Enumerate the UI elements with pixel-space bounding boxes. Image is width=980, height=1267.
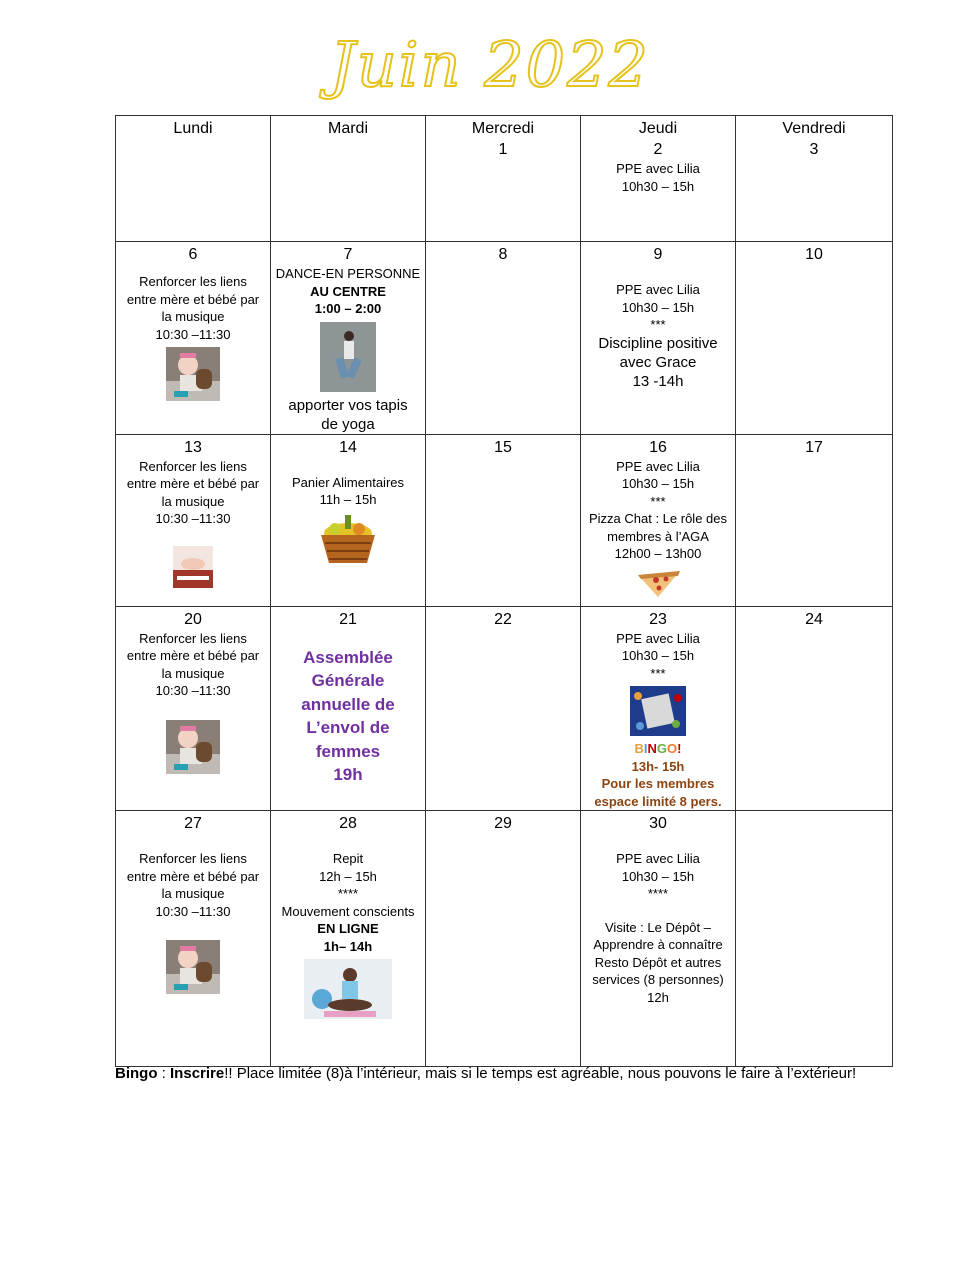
event-text: espace limité 8 pers.	[594, 793, 722, 809]
bingo-letter: !	[677, 741, 682, 756]
event-time: 10:30 –11:30	[155, 683, 231, 698]
day-number: 14	[339, 438, 357, 456]
food-basket-icon	[315, 513, 381, 565]
event-text: Renforcer les liens	[139, 458, 247, 474]
bingo-letter: B	[634, 741, 644, 756]
event-time: 12h – 15h	[319, 868, 377, 884]
event-title: Générale	[311, 671, 385, 690]
cell-day-23	[581, 606, 736, 811]
header-row	[116, 116, 893, 242]
event-time: 1:00 – 2:00	[314, 301, 382, 316]
event-text: la musique	[161, 309, 225, 324]
day-number: 9	[653, 246, 663, 263]
day-number: 13	[184, 438, 202, 456]
event-title: L’envol de	[306, 718, 390, 737]
event-text: Discipline positive	[598, 334, 718, 352]
baby-guitar-photo	[166, 347, 220, 401]
calendar-grid	[115, 115, 893, 1067]
event-text: PPE avec Lilia	[616, 458, 700, 474]
piano-photo	[173, 546, 213, 588]
day-number: 16	[649, 438, 667, 456]
dancer-photo	[320, 322, 376, 392]
cell-day-2	[581, 116, 736, 242]
event-location: EN LIGNE	[317, 921, 379, 936]
cell-empty	[736, 811, 893, 1067]
separator: ***	[650, 493, 666, 509]
event-text: la musique	[161, 665, 225, 681]
day-number: 30	[649, 815, 667, 832]
event-time: 1h– 14h	[323, 938, 373, 954]
cell-day-10	[736, 242, 893, 435]
event-time: 10h30 – 15h	[621, 178, 695, 194]
pizza-icon	[634, 567, 682, 599]
event-text: Renforcer les liens	[139, 274, 247, 289]
event-title: annuelle de	[301, 694, 395, 714]
baby-guitar-photo	[166, 940, 220, 994]
event-time: 12h00 – 13h00	[614, 546, 702, 561]
cell-day-3	[736, 116, 893, 242]
footnote	[115, 1064, 875, 1084]
cell-day-27	[116, 811, 271, 1067]
event-text: avec Grace	[619, 353, 697, 371]
separator: ****	[337, 886, 359, 901]
event-time: 13h- 15h	[631, 758, 685, 774]
event-time: 10:30 –11:30	[155, 511, 231, 526]
event-text: Mouvement conscients	[281, 903, 415, 919]
day-number: 17	[805, 438, 823, 456]
event-text: entre mère et bébé par	[126, 648, 260, 663]
event-title: Assemblée	[303, 647, 393, 667]
day-number: 10	[805, 246, 823, 263]
cell-day-15	[426, 434, 581, 606]
event-time: 19h	[333, 765, 363, 784]
cell-header-mardi	[271, 116, 426, 242]
event-text: membres à l’AGA	[607, 528, 709, 544]
cell-day-17	[736, 434, 893, 606]
event-text: entre mère et bébé par	[126, 291, 260, 307]
cell-day-8	[426, 242, 581, 435]
event-text: Panier Alimentaires	[292, 474, 404, 490]
bingo-word	[585, 740, 731, 758]
day-number: 7	[343, 246, 353, 263]
event-time: 10h30 – 15h	[621, 476, 695, 491]
week-row	[116, 242, 893, 435]
event-text: entre mère et bébé par	[126, 868, 260, 884]
cell-day-14	[271, 434, 426, 606]
day-number: 20	[184, 610, 202, 628]
header-lundi: Lundi	[173, 120, 213, 137]
week-row	[116, 811, 893, 1067]
footnote-inscrire: Inscrire	[170, 1065, 225, 1082]
separator: ****	[647, 886, 669, 901]
event-text: Apprendre à connaître	[593, 937, 723, 952]
cell-day-16	[581, 434, 736, 606]
event-text: entre mère et bébé par	[126, 476, 260, 491]
event-time: 11h – 15h	[319, 492, 377, 507]
cell-day-6	[116, 242, 271, 435]
bingo-letter: G	[656, 741, 668, 756]
cell-day-24	[736, 606, 893, 811]
day-number: 22	[494, 610, 512, 628]
event-location: AU CENTRE	[310, 283, 386, 299]
cell-day-13	[116, 434, 271, 606]
cell-day-9	[581, 242, 736, 435]
event-text: PPE avec Lilia	[616, 161, 700, 176]
cell-day-29	[426, 811, 581, 1067]
cell-day-21	[271, 606, 426, 811]
event-time: 10:30 –11:30	[155, 903, 231, 919]
event-time: 12h	[647, 989, 669, 1005]
cell-day-7	[271, 242, 426, 435]
event-text: Repit	[332, 851, 364, 866]
cell-header-lundi	[116, 116, 271, 242]
separator: ***	[650, 317, 666, 332]
event-text: Renforcer les liens	[139, 851, 247, 866]
bingo-letter: N	[647, 741, 657, 756]
event-text: la musique	[161, 886, 225, 901]
event-text: PPE avec Lilia	[616, 851, 700, 866]
day-number: 27	[184, 815, 202, 832]
header-jeudi: Jeudi	[638, 120, 678, 137]
day-number: 23	[649, 610, 667, 628]
week-row	[116, 434, 893, 606]
event-text: Renforcer les liens	[139, 630, 247, 646]
event-text: DANCE-EN PERSONNE	[275, 266, 421, 281]
day-number: 29	[494, 815, 512, 832]
event-text: la musique	[161, 493, 225, 509]
event-note: de yoga	[321, 415, 375, 433]
event-time: 13 -14h	[632, 372, 684, 390]
cell-day-20	[116, 606, 271, 811]
event-text: services (8 personnes)	[592, 972, 724, 987]
day-number: 8	[498, 246, 508, 263]
week-row	[116, 606, 893, 811]
event-text: Visite : Le Dépôt –	[605, 919, 711, 935]
event-time: 10h30 – 15h	[621, 648, 695, 663]
day-number: 24	[805, 610, 823, 628]
day-number: 2	[653, 141, 663, 158]
meditation-photo	[304, 959, 392, 1019]
footnote-text: !! Place limitée (8)à l’intérieur, mais si le temps est agréable, nous pouvons le faire à l’extérieur!	[224, 1065, 857, 1082]
header-mercredi: Mercredi	[471, 120, 535, 137]
header-mardi: Mardi	[327, 120, 368, 137]
page-title: Juin 2022	[329, 28, 651, 101]
event-text: Resto Dépôt et autres	[594, 954, 722, 970]
event-time: 10h30 – 15h	[621, 299, 695, 315]
event-time: 10:30 –11:30	[155, 326, 231, 342]
event-text: PPE avec Lilia	[616, 282, 700, 297]
cell-day-28	[271, 811, 426, 1067]
event-title: femmes	[315, 741, 381, 761]
separator: ***	[650, 665, 666, 681]
day-number: 3	[809, 141, 819, 158]
event-time: 10h30 – 15h	[621, 868, 695, 884]
baby-guitar-photo	[166, 720, 220, 774]
event-note: apporter vos tapis	[288, 396, 408, 414]
bingo-letter: O	[667, 741, 678, 756]
bingo-letter: I	[643, 741, 648, 756]
event-text: Pour les membres	[601, 776, 715, 791]
bingo-icon	[630, 686, 686, 736]
event-text: PPE avec Lilia	[616, 630, 700, 646]
cell-day-1	[426, 116, 581, 242]
day-number: 6	[188, 246, 198, 263]
event-text: Pizza Chat : Le rôle des	[588, 511, 728, 526]
cell-day-22	[426, 606, 581, 811]
day-number: 1	[498, 141, 508, 158]
cell-day-30	[581, 811, 736, 1067]
footnote-bingo: Bingo	[115, 1065, 158, 1082]
day-number: 15	[494, 438, 512, 456]
header-vendredi: Vendredi	[782, 120, 846, 137]
day-number: 21	[339, 610, 357, 628]
footnote-sep: :	[157, 1065, 171, 1082]
day-number: 28	[339, 815, 357, 832]
